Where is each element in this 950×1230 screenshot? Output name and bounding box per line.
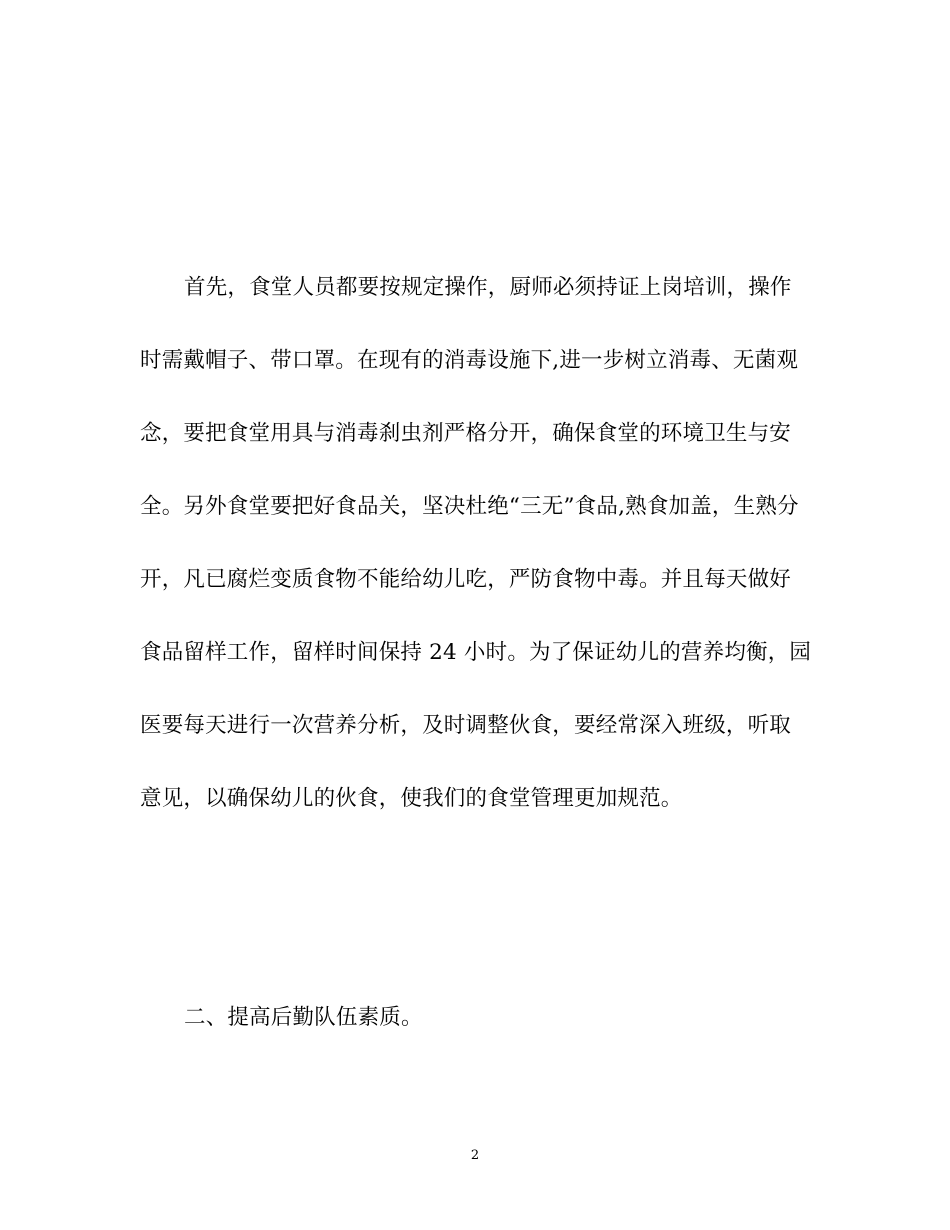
paragraph-line-6: 食品留样工作，留样时间保持 24 小时。为了保证幼儿的营养均衡，园 — [140, 640, 812, 665]
paragraph-line-5: 开，凡已腐烂变质食物不能给幼儿吃，严防食物中毒。并且每天做好 — [140, 567, 792, 592]
paragraph-line-4: 全。另外食堂要把好食品关，坚决杜绝“三无”食品,熟食加盖，生熟分 — [140, 494, 799, 519]
paragraph-line-7: 医要每天进行一次营养分析，及时调整伙食，要经常深入班级，听取 — [140, 713, 792, 738]
paragraph-line-3: 念，要把食堂用具与消毒刹虫剂严格分开，确保食堂的环境卫生与安 — [140, 421, 792, 446]
page-number: 2 — [470, 1148, 480, 1163]
paragraph-line-1: 首先，食堂人员都要按规定操作，厨师必须持证上岗培训，操作 — [184, 275, 792, 300]
paragraph-line-8: 意见，以确保幼儿的伙食，使我们的食堂管理更加规范。 — [140, 786, 683, 811]
section-heading: 二、提高后勤队伍素质。 — [184, 1005, 423, 1030]
paragraph-line-2: 时需戴帽子、带口罩。在现有的消毒设施下,进一步树立消毒、无菌观 — [140, 348, 799, 373]
